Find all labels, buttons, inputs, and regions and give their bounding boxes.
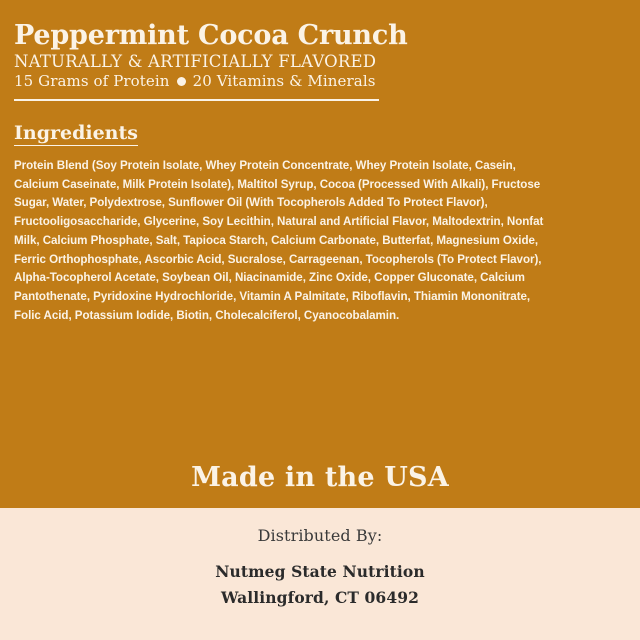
product-title: Peppermint Cocoa Crunch	[14, 20, 408, 51]
distributor-address: Wallingford, CT 06492	[221, 588, 419, 607]
ingredients-text: Protein Blend (Soy Protein Isolate, Whey Protein Concentrate, Whey Protein Isolate, Casein, Calcium Caseinate, Milk Protein Isolate), Maltitol Syrup, Cocoa (Processed With Alkali), Fructose Sugar, Water, Polydextrose, Sunflower Oil (With Tocopherols Added To Protect Flavor), Fructooligosaccharide, Glycerine, Soy Lecithin, Natural and Artificial Flavor, Maltodextrin, Nonfat Milk, Calcium Phosphate, Salt, Tapioca Starch, Calcium Carbonate, Butterfat, Magnesium Oxide, Ferric Orthophosphate, Ascorbic Acid, Sucralose, Carrageenan, Tocopherols (To Protect Flavor), Alpha-Tocopherol Acetate, Soybean Oil, Niacinamide, Zinc Oxide, Copper Gluconate, Calcium Pantothenate, Pyridoxine Hydrochloride, Vitamin A Palmitate, Riboflavin, Thiamin Mononitrate, Folic Acid, Potassium Iodide, Biotin, Cholecalciferol, Cyanocobalamin.	[14, 158, 544, 322]
product-claims-row	[14, 72, 626, 90]
distributed-by-label: Distributed By:	[257, 526, 383, 545]
claim-protein: 15 Grams of Protein	[14, 72, 170, 91]
product-subtitle: NATURALLY & ARTIFICIALLY FLAVORED	[14, 52, 377, 72]
bullet-dot-icon	[177, 77, 186, 86]
distributor-name: Nutmeg State Nutrition	[215, 562, 425, 581]
header-divider	[14, 99, 379, 101]
label-footer-section	[0, 508, 640, 640]
ingredients-heading: Ingredients	[14, 121, 138, 144]
made-in-usa-text: Made in the USA	[191, 462, 449, 493]
claim-vitamins: 20 Vitamins & Minerals	[192, 72, 376, 91]
